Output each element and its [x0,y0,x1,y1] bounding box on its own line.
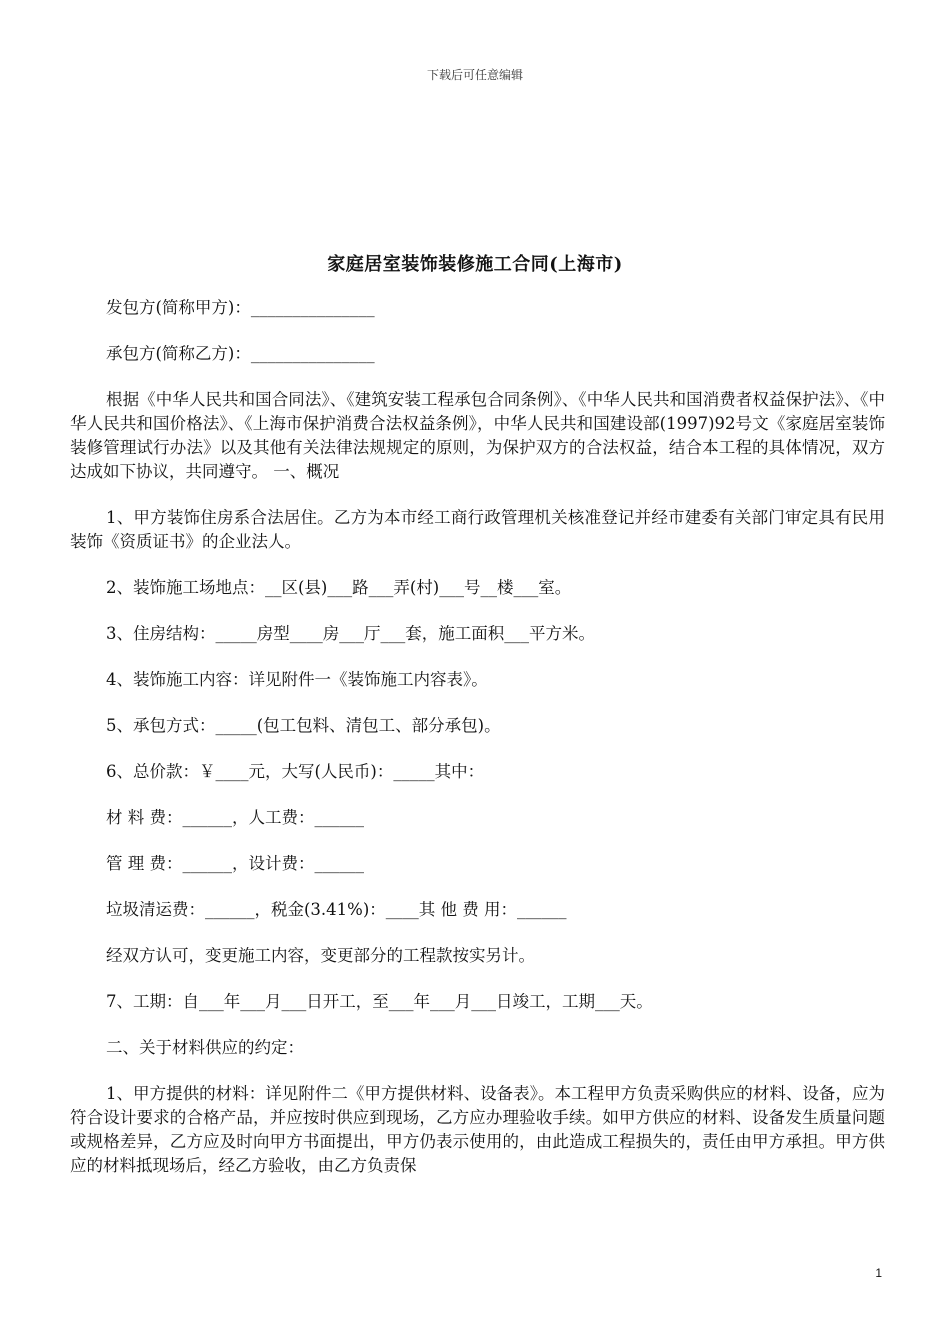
change-note: 经双方认可，变更施工内容，变更部分的工程款按实另计。 [106,946,535,965]
document-title: 家庭居室装饰装修施工合同(上海市) [327,254,623,275]
fee-line-other: 垃圾清运费：______，税金(3.41%)：____其 他 费 用：______ [106,900,567,919]
section-2-heading: 二、关于材料供应的约定： [106,1038,304,1057]
fee-line-materials: 材 料 费：______，人工费：______ [106,808,364,827]
document-body [70,296,885,1200]
clause-1-7: 7、工期：自___年___月___日开工，至___年___月___日竣工，工期___天。 [106,992,653,1011]
clause-1-3: 3、住房结构：_____房型____房___厅___套，施工面积___平方米。 [106,624,595,643]
party-b-line: 承包方(简称乙方)：_______________ [106,344,375,363]
party-a-line: 发包方(简称甲方)：_______________ [106,298,375,317]
clause-2-1: 1、甲方提供的材料：详见附件二《甲方提供材料、设备表》。本工程甲方负责采购供应的材料、设备，应为符合设计要求的合格产品，并应按时供应到现场，乙方应办理验收手续。如甲方供应的材料、设备发生质量问题或规格差异，乙方应及时向甲方书面提出，甲方仍表示使用的，由此造成工程损失的，责任由甲方承担。甲方供应的材料抵现场后，经乙方验收，由乙方负责保 [70,1084,885,1175]
clause-1-5: 5、承包方式：_____(包工包料、清包工、部分承包)。 [106,716,501,735]
page-number: 1 [875,1266,882,1280]
clause-1-4: 4、装饰施工内容：详见附件一《装饰施工内容表》。 [106,670,488,689]
preamble-paragraph: 根据《中华人民共和国合同法》、《建筑安装工程承包合同条例》、《中华人民共和国消费者权益保护法》、《中华人民共和国价格法》、《上海市保护消费合法权益条例》，中华人民共和国建设部(1997)92号文《家庭居室装饰装修管理试行办法》以及其他有关法律法规规定的原则，为保护双方的合法权益，结合本工程的具体情况，双方达成如下协议，共同遵守。 一、概况 [70,390,885,481]
header-note: 下载后可任意编辑 [426,68,523,82]
fee-line-management: 管 理 费：______，设计费：______ [106,854,364,873]
clause-1-1: 1、甲方装饰住房系合法居住。乙方为本市经工商行政管理机关核准登记并经市建委有关部门审定具有民用装饰《资质证书》的企业法人。 [70,508,885,551]
clause-1-2: 2、装饰施工场地点：__区(县)___路___弄(村)___号__楼___室。 [106,578,572,597]
clause-1-6: 6、总价款：￥____元，大写(人民币)：_____其中： [106,762,485,781]
